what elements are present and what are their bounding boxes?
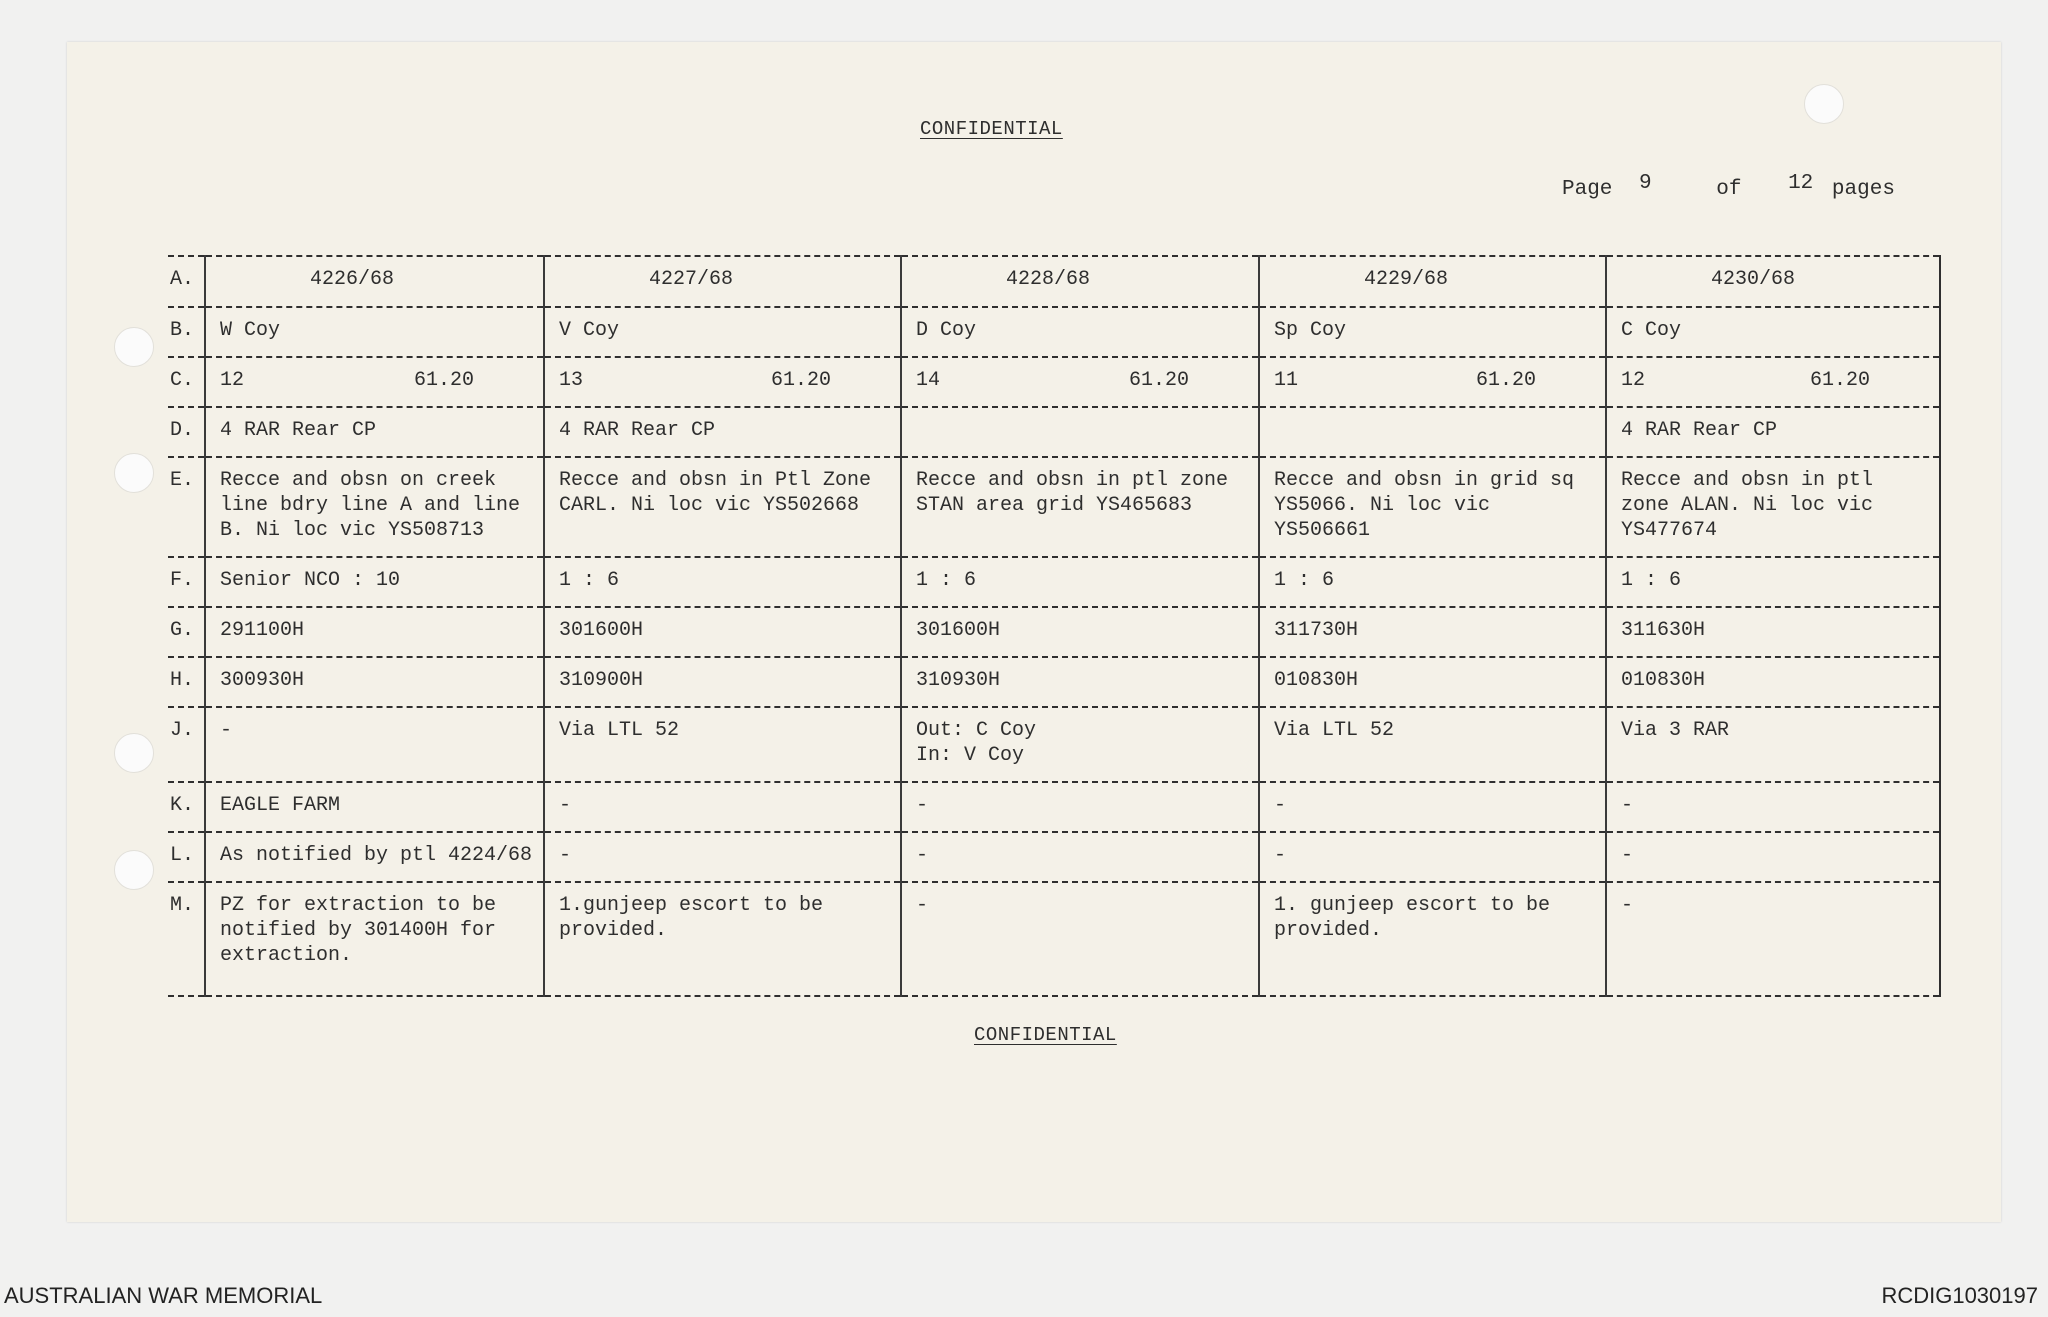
time-out-cell: 291100H: [205, 607, 544, 657]
unit-cell: C Coy: [1606, 307, 1940, 357]
row-label: K.: [168, 782, 205, 832]
remarks-cell: 1. gunjeep escort to be provided.: [1259, 882, 1606, 996]
unit-cell: Sp Coy: [1259, 307, 1606, 357]
task-cell: Recce and obsn in ptl zone STAN area grid YS465683: [901, 457, 1259, 557]
pages-label: pages: [1831, 178, 1895, 201]
strength-frequency-cell: 12 61.20: [205, 357, 544, 407]
total-pages: 12: [1788, 172, 1814, 195]
task-cell: Recce and obsn in Ptl Zone CARL. Ni loc vic YS502668: [544, 457, 901, 557]
remarks-cell: PZ for extraction to be notified by 301400H for extraction.: [205, 882, 544, 996]
notification-cell: -: [1259, 832, 1606, 882]
composition-cell: 1 : 6: [1606, 557, 1940, 607]
route-cell: Out: C Coy In: V Coy: [901, 707, 1259, 782]
row-label: J.: [168, 707, 205, 782]
archive-credit: AUSTRALIAN WAR MEMORIAL: [4, 1283, 323, 1308]
task-cell: Recce and obsn in ptl zone ALAN. Ni loc vic YS477674: [1606, 457, 1940, 557]
time-out-cell: 311730H: [1259, 607, 1606, 657]
notification-cell: -: [544, 832, 901, 882]
time-out-cell: 301600H: [901, 607, 1259, 657]
time-in-cell: 010830H: [1259, 657, 1606, 707]
row-label: F.: [168, 557, 205, 607]
row-label: E.: [168, 457, 205, 557]
punch-hole: [114, 850, 154, 890]
table-row: [168, 707, 1940, 782]
punch-hole: [1804, 84, 1844, 124]
row-label: M.: [168, 882, 205, 996]
table-row: [168, 782, 1940, 832]
location-cell: -: [1259, 782, 1606, 832]
time-in-cell: 310900H: [544, 657, 901, 707]
punch-hole: [114, 453, 154, 493]
row-label: D.: [168, 407, 205, 457]
remarks-cell: 1.gunjeep escort to be provided.: [544, 882, 901, 996]
table-row: [168, 307, 1940, 357]
composition-cell: 1 : 6: [1259, 557, 1606, 607]
table-row: [168, 657, 1940, 707]
table-row: [168, 256, 1940, 307]
punch-hole: [114, 327, 154, 367]
time-in-cell: 300930H: [205, 657, 544, 707]
control-cell: [1259, 407, 1606, 457]
strength-frequency-cell: 12 61.20: [1606, 357, 1940, 407]
strength-frequency-cell: 11 61.20: [1259, 357, 1606, 407]
route-cell: Via LTL 52: [1259, 707, 1606, 782]
unit-cell: V Coy: [544, 307, 901, 357]
unit-cell: D Coy: [901, 307, 1259, 357]
table-row: [168, 357, 1940, 407]
remarks-cell: -: [1606, 882, 1940, 996]
patrol-number: 4226/68: [205, 256, 544, 307]
footer-classification: CONFIDENTIAL: [974, 1024, 1117, 1046]
control-cell: 4 RAR Rear CP: [205, 407, 544, 457]
strength-frequency-cell: 14 61.20: [901, 357, 1259, 407]
location-cell: EAGLE FARM: [205, 782, 544, 832]
row-label: C.: [168, 357, 205, 407]
punch-hole: [114, 733, 154, 773]
patrol-number: 4227/68: [544, 256, 901, 307]
time-out-cell: 301600H: [544, 607, 901, 657]
remarks-cell: -: [901, 882, 1259, 996]
unit-cell: W Coy: [205, 307, 544, 357]
composition-cell: Senior NCO : 10: [205, 557, 544, 607]
task-cell: Recce and obsn on creek line bdry line A and line B. Ni loc vic YS508713: [205, 457, 544, 557]
route-cell: Via 3 RAR: [1606, 707, 1940, 782]
time-out-cell: 311630H: [1606, 607, 1940, 657]
patrol-number: 4230/68: [1606, 256, 1940, 307]
page-number: 9: [1639, 172, 1652, 195]
of-label: of: [1716, 178, 1742, 201]
notification-cell: -: [901, 832, 1259, 882]
table-row: [168, 457, 1940, 557]
header-classification: CONFIDENTIAL: [920, 118, 1063, 140]
location-cell: -: [901, 782, 1259, 832]
row-label: A.: [168, 256, 205, 307]
row-label: L.: [168, 832, 205, 882]
control-cell: 4 RAR Rear CP: [1606, 407, 1940, 457]
strength-frequency-cell: 13 61.20: [544, 357, 901, 407]
page-label: Page: [1562, 178, 1613, 201]
notification-cell: As notified by ptl 4224/68: [205, 832, 544, 882]
route-cell: -: [205, 707, 544, 782]
row-label: G.: [168, 607, 205, 657]
route-cell: Via LTL 52: [544, 707, 901, 782]
task-cell: Recce and obsn in grid sq YS5066. Ni loc vic YS506661: [1259, 457, 1606, 557]
time-in-cell: 310930H: [901, 657, 1259, 707]
notification-cell: -: [1606, 832, 1940, 882]
table-row: [168, 557, 1940, 607]
time-in-cell: 010830H: [1606, 657, 1940, 707]
table-row: [168, 607, 1940, 657]
patrol-number: 4229/68: [1259, 256, 1606, 307]
row-label: H.: [168, 657, 205, 707]
patrol-number: 4228/68: [901, 256, 1259, 307]
page-indicator: [1562, 172, 1895, 201]
table-row: [168, 832, 1940, 882]
composition-cell: 1 : 6: [544, 557, 901, 607]
composition-cell: 1 : 6: [901, 557, 1259, 607]
control-cell: [901, 407, 1259, 457]
table-row: [168, 407, 1940, 457]
row-label: B.: [168, 307, 205, 357]
patrol-table: [168, 255, 1941, 997]
table-row: [168, 882, 1940, 996]
location-cell: -: [544, 782, 901, 832]
location-cell: -: [1606, 782, 1940, 832]
control-cell: 4 RAR Rear CP: [544, 407, 901, 457]
archive-id: RCDIG1030197: [1881, 1283, 2038, 1308]
